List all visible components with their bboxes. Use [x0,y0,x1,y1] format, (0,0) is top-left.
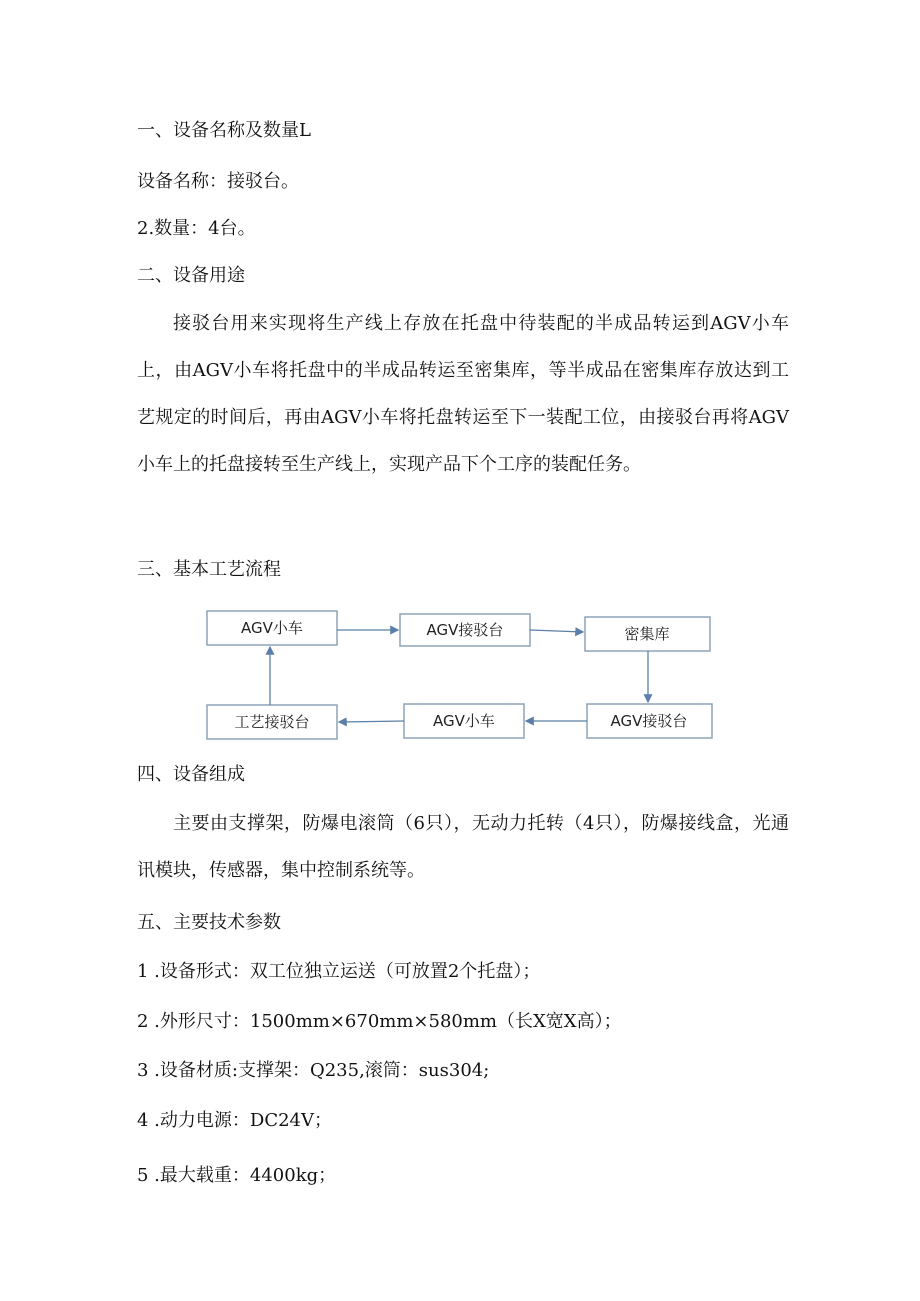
flow-label-agv-dock-bottom: AGV接驳台 [610,712,688,730]
flow-label-dense-storage: 密集库 [624,625,670,643]
line-s5-item1: 1 .设备形式：双工位独立运送（可放置2个托盘）； [137,961,541,982]
flow-arrow-5 [339,721,404,722]
line-s5-item4: 4 .动力电源：DC24V； [137,1110,333,1131]
line-s1-item1: 设备名称：接驳台。 [137,171,299,192]
flow-label-agv-cart-bottom: AGV小车 [433,712,495,730]
line-s1-item2: 2.数量：4台。 [137,218,256,239]
line-s1-heading: 一、设备名称及数量L [137,120,311,141]
paragraph-s2: 接驳台用来实现将生产线上存放在托盘中待装配的半成品转运到AGV小车上，由AGV小车将托盘中的半成品转运至密集库，等半成品在密集库存放达到工艺规定的时间后，再由AGV小车将托盘转运至下一装配工位，由接驳台再将AGV小车上的托盘接转至生产线上，实现产品下个工序的装配任务。 [137,313,789,475]
flow-label-agv-cart-top: AGV小车 [241,619,303,637]
flow-box-agv-cart-top [207,611,337,645]
line-s5-item3: 3 .设备材质:支撑架：Q235,滚筒：sus304; [137,1060,490,1081]
paragraph-s4: 主要由支撑架，防爆电滚筒（6只），无动力托转（4只），防爆接线盒，光通讯模块，传感器，集中控制系统等。 [137,813,789,881]
flow-box-dense-storage [585,617,710,651]
flow-box-process-dock [207,705,337,739]
flow-arrow-2 [530,630,583,632]
line-s5-item2: 2 .外形尺寸：1500mm×670mm×580mm（长X宽X高）； [137,1011,622,1032]
line-s2-heading: 二、设备用途 [137,265,245,286]
line-s5-item5: 5 .最大载重：4400kg； [137,1165,337,1186]
flow-box-agv-cart-bottom [404,704,524,738]
flow-label-process-dock: 工艺接驳台 [234,713,310,731]
line-s5-heading: 五、主要技术参数 [137,912,281,933]
flow-box-agv-dock-bottom [587,704,712,738]
line-s4-heading: 四、设备组成 [137,764,245,785]
line-s3-heading: 三、基本工艺流程 [137,559,281,580]
flow-label-agv-dock-top: AGV接驳台 [426,621,504,639]
flow-box-agv-dock-top [400,614,530,646]
process-flowchart [200,600,720,750]
